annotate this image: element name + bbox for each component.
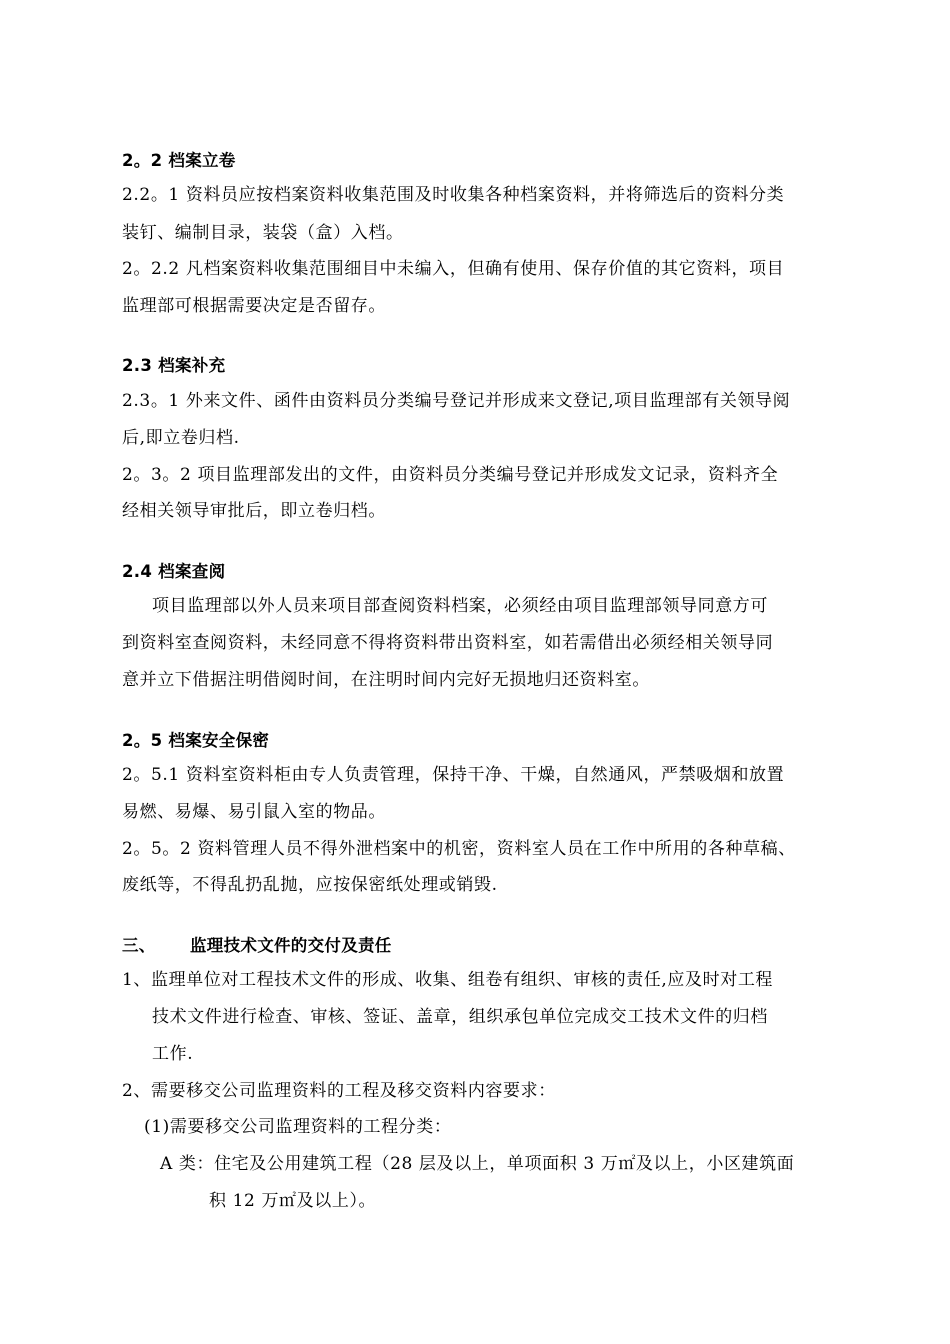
paragraph-line: 监理部可根据需要决定是否留存。: [122, 296, 386, 316]
list-item-line: 工作.: [152, 1044, 194, 1064]
paragraph-line: 项目监理部以外人员来项目部查阅资料档案，必须经由项目监理部领导同意方可: [152, 596, 768, 616]
paragraph-line: 经相关领导审批后，即立卷归档。: [122, 501, 386, 521]
sub-list-item-line: (1)需要移交公司监理资料的工程分类：: [144, 1117, 452, 1137]
list-item-line: 1、监理单位对工程技术文件的形成、收集、组卷有组织、审核的责任,应及时对工程: [122, 970, 774, 990]
section-heading-2-2: 2。2 档案立卷: [122, 151, 236, 170]
paragraph-line: 2。5。2 资料管理人员不得外泄档案中的机密，资料室人员在工作中所用的各种草稿、: [122, 839, 796, 859]
paragraph-line: 装钉、编制目录，装袋（盒）入档。: [122, 223, 404, 243]
list-item-line: 技术文件进行检查、审核、签证、盖章，组织承包单位完成交工技术文件的归档: [152, 1007, 768, 1027]
paragraph-line: 2。2.2 凡档案资料收集范围细目中未编入，但确有使用、保存价值的其它资料，项目: [122, 259, 785, 279]
chapter-title: 监理技术文件的交付及责任: [190, 936, 392, 955]
chapter-number: 三、: [122, 936, 156, 955]
category-line: 积 12 万㎡及以上）。: [209, 1191, 377, 1211]
paragraph-line: 后,即立卷归档.: [122, 428, 240, 448]
paragraph-line: 易燃、易爆、易引鼠入室的物品。: [122, 802, 386, 822]
paragraph-line: 2。5.1 资料室资料柜由专人负责管理，保持干净、干燥，自然通风，严禁吸烟和放置: [122, 765, 785, 785]
section-heading-2-4: 2.4 档案查阅: [122, 562, 226, 581]
section-heading-2-5: 2。5 档案安全保密: [122, 731, 270, 750]
list-item-line: 2、需要移交公司监理资料的工程及移交资料内容要求：: [122, 1081, 556, 1101]
paragraph-line: 废纸等，不得乱扔乱抛，应按保密纸处理或销毁.: [122, 875, 498, 895]
paragraph-line: 意并立下借据注明借阅时间，在注明时间内完好无损地归还资料室。: [122, 670, 650, 690]
paragraph-line: 2.2。1 资料员应按档案资料收集范围及时收集各种档案资料，并将筛选后的资料分类: [122, 185, 785, 205]
paragraph-line: 2。3。2 项目监理部发出的文件，由资料员分类编号登记并形成发文记录，资料齐全: [122, 465, 779, 485]
category-line: A 类：住宅及公用建筑工程（28 层及以上，单项面积 3 万㎡及以上，小区建筑面: [160, 1154, 795, 1174]
paragraph-line: 2.3。1 外来文件、函件由资料员分类编号登记并形成来文登记,项目监理部有关领导阅: [122, 391, 791, 411]
paragraph-line: 到资料室查阅资料，未经同意不得将资料带出资料室，如若需借出必须经相关领导同: [122, 633, 774, 653]
section-heading-2-3: 2.3 档案补充: [122, 356, 226, 375]
